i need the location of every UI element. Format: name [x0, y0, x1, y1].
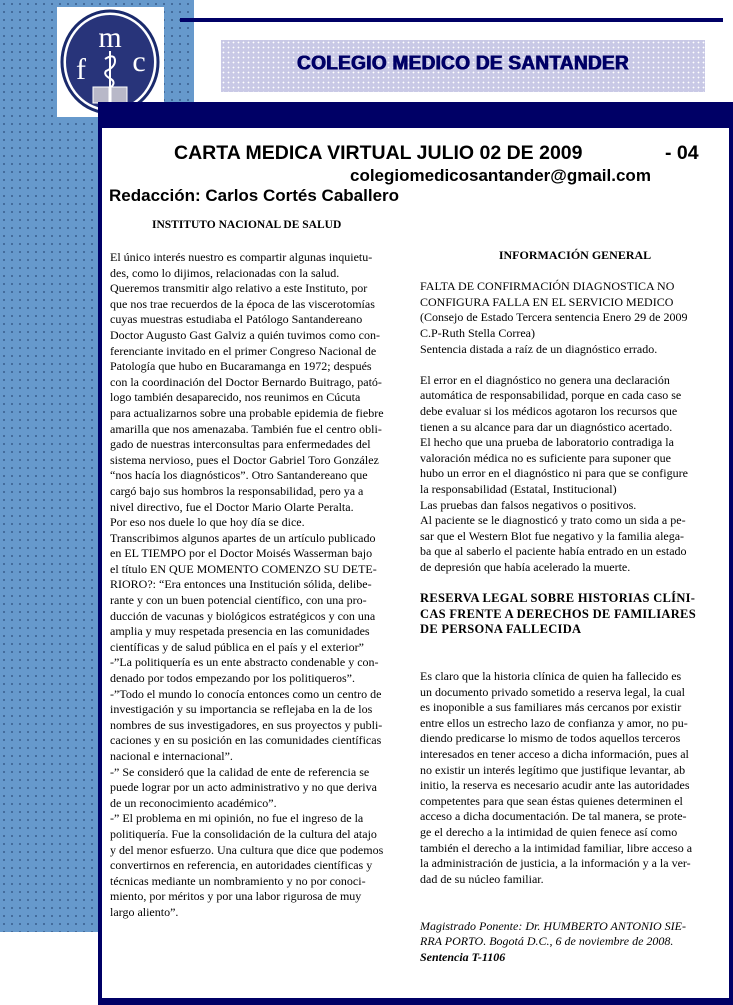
editor-credit: Redacción: Carlos Cortés Caballero	[109, 186, 400, 205]
text-line: entre ellos un estrecho lazo de confianza y amor, no pu-	[420, 715, 688, 730]
text-line: acceso a dicha documentación. De tal manera, se prote-	[420, 809, 687, 824]
text-line: de depresión que había acelerado la muerte.	[420, 559, 631, 574]
left-article-body	[110, 250, 415, 921]
issue-title: CARTA MEDICA VIRTUAL JULIO 02 DE 2009	[174, 142, 583, 164]
newsletter-content	[102, 128, 729, 998]
text-line: cuyas muestras estudiaba el Patólogo Santandereano	[110, 312, 363, 327]
text-line: Sentencia distada a raíz de un diagnóstico errado.	[420, 341, 658, 356]
text-line: puede lograr por un acto administrativo y no que deriva	[110, 780, 377, 795]
logo	[57, 7, 164, 117]
right-article	[420, 248, 730, 965]
logo-letter-c: c	[132, 45, 146, 78]
text-line: tienen a su alcance para dar un diagnóstico acertado.	[420, 419, 673, 434]
text-line: ge el derecho a la intimidad de quien fenece así como	[420, 824, 678, 839]
text-line: también el derecho a la intimidad familiar, libre acceso a	[420, 840, 693, 855]
fmc-logo-icon	[59, 9, 162, 115]
text-line: (Consejo de Estado Tercera sentencia Enero 29 de 2009	[420, 310, 688, 325]
text-line: El hecho que una prueba de laboratorio contradiga la	[420, 435, 674, 450]
text-line: automática de responsabilidad, porque en cada caso se	[420, 388, 682, 403]
text-line: Las pruebas dan falsos negativos o positivos.	[420, 497, 637, 512]
ruling-explanation	[420, 373, 730, 576]
text-line: -”La politiquería es un ente abstracto condenable y con-	[110, 655, 379, 670]
citation-line: RRA PORTO. Bogotá D.C., 6 de noviembre de 2008.	[420, 934, 674, 949]
text-line: nivel directivo, fue el Doctor Mario Olarte Peralta.	[110, 499, 354, 514]
text-line: Es claro que la historia clínica de quien ha fallecido es	[420, 669, 682, 684]
heading-line: DE PERSONA FALLECIDA	[420, 622, 582, 637]
text-line: initio, la reserva es necesario acudir ante las autoridades	[420, 778, 690, 793]
text-line: nombres de sus investigadores, en sus proyectos y publi-	[110, 717, 383, 732]
top-divider-line	[180, 18, 723, 22]
heading-line: RESERVA LEGAL SOBRE HISTORIAS CLÍNI-	[420, 591, 696, 606]
text-line: des, como lo dijimos, relacionadas con la salud.	[110, 265, 340, 280]
text-line: dad de su núcleo familiar.	[420, 871, 544, 886]
text-line: hubo un error en el diagnóstico ni para que se configure	[420, 466, 688, 481]
text-line: un documento privado sometido a reserva legal, la cual	[420, 684, 685, 699]
citation-line: Magistrado Ponente: Dr. HUMBERTO ANTONIO SIE-	[420, 918, 686, 933]
text-line: Patología que hubo en Bucaramanga en 1972; después	[110, 359, 372, 374]
text-line: con la coordinación del Doctor Bernardo Buitrago, pató-	[110, 374, 382, 389]
text-line: Transcribimos algunos apartes de un artículo publicado	[110, 530, 376, 545]
section-title: INFORMACIÓN GENERAL	[498, 248, 652, 262]
reserva-legal-heading	[420, 591, 730, 638]
text-line: caciones y en su posición en las comunidades científicas	[110, 733, 382, 748]
text-line: competentes para que sean éstas quienes determinen el	[420, 793, 683, 808]
text-line: “nos hacía los diagnósticos”. Otro Santandereano que	[110, 468, 368, 483]
text-line: Al paciente se le diagnosticó y trato como un sida a pe-	[420, 513, 686, 528]
text-line: que nos trae recuerdos de la época de las viscerotomías	[110, 296, 375, 311]
text-line: no existir un interés legítimo que justifique levantar, ab	[420, 762, 686, 777]
text-line: El error en el diagnóstico no genera una declaración	[420, 372, 670, 387]
text-line: miento, por méritos y por una labor rigurosa de muy	[110, 889, 362, 904]
text-line: técnicas mediante un nombramiento y no por conoci-	[110, 873, 366, 888]
text-line: politiquería. Fue la consolidación de la cultura del atajo	[110, 826, 377, 841]
text-line: el título EN QUE MOMENTO COMENZO SU DETE-	[110, 561, 377, 576]
text-line: de un reconocimiento académico”.	[110, 795, 277, 810]
logo-letter-m: m	[98, 21, 122, 54]
text-line: Doctor Augusto Gast Galviz a quién tuvimos como con-	[110, 327, 380, 342]
text-line: sar que el Western Blot fue negativo y la familia alega-	[420, 528, 685, 543]
text-line: RIORO?: “Era entonces una Institución sólida, delibe-	[110, 577, 372, 592]
organization-banner	[221, 40, 705, 92]
contact-email[interactable]: colegiomedicosantander@gmail.com	[350, 166, 651, 185]
text-line: para actualizarnos sobre una probable epidemia de fiebre	[110, 405, 384, 420]
text-line: largo aliento”.	[110, 904, 179, 919]
text-line: -”Todo el mundo lo conocía entonces como un centro de	[110, 686, 382, 701]
text-line: -” Se consideró que la calidad de ente de referencia se	[110, 764, 370, 779]
text-line: científicas y de salud pública en el país y el exterior”	[110, 639, 364, 654]
organization-name: COLEGIO MEDICO DE SANTANDER	[297, 52, 629, 75]
text-line: CONFIGURA FALLA EN EL SERVICIO MEDICO	[420, 294, 674, 309]
text-line: debe evaluar si los médicos agotaron los recursos que	[420, 403, 678, 418]
text-line: investigación y su importancia se reflejaba en la de los	[110, 702, 373, 717]
logo-letter-f: f	[76, 53, 86, 86]
text-line: -” El problema en mi opinión, no fue el ingreso de la	[110, 811, 364, 826]
left-article-heading: INSTITUTO NACIONAL DE SALUD	[152, 219, 342, 231]
text-line: convertirnos en referencia, en autoridades científicas y	[110, 858, 373, 873]
heading-line: CAS FRENTE A DERECHOS DE FAMILIARES	[420, 606, 696, 621]
text-line: C.P-Ruth Stella Correa)	[420, 325, 535, 340]
text-line: nacional e internacional”.	[110, 749, 233, 763]
text-line: ducción de vacunas y biológicos estratégicos y con una	[110, 608, 376, 623]
text-line: ferenciante invitado en el primer Congreso Nacional de	[110, 343, 377, 358]
text-line: diendo predicarse lo mismo de todos aquellos terceros	[420, 731, 681, 746]
text-line: amplia y muy respetada presencia en las comunidades	[110, 624, 370, 639]
text-line: logo también desaparecido, nos reunimos en Cúcuta	[110, 390, 361, 405]
reserva-legal-body	[420, 669, 730, 887]
text-line: rante y con un buen potencial científico, con una pro-	[110, 593, 367, 608]
text-line: en EL TIEMPO por el Doctor Moisés Wasserman bajo	[110, 546, 373, 561]
text-line: gado de nuestras interconsultas para enfermedades del	[110, 437, 371, 452]
text-line: amarilla que nos amenazaba. También fue el centro obli-	[110, 421, 382, 436]
sentence-reference: Sentencia T-1106	[420, 949, 506, 964]
issue-number: - 04	[665, 142, 699, 164]
text-line: interesados en tener acceso a dicha información, pues al	[420, 747, 689, 761]
text-line: la responsabilidad (Estatal, Institucional)	[420, 481, 617, 496]
text-line: la administración de justicia, a la información y a la ver-	[420, 856, 691, 871]
text-line: Por eso nos duele lo que hoy día se dice.	[110, 515, 305, 530]
text-line: sistema nervioso, pues el Doctor Gabriel Toro González	[110, 452, 379, 467]
text-line: denado por todos empezando por los politiqueros”.	[110, 671, 355, 686]
newsletter-frame	[98, 102, 733, 1005]
citation	[420, 919, 730, 950]
text-line: valoración médica no es suficiente para suponer que	[420, 450, 671, 465]
text-line: FALTA DE CONFIRMACIÓN DIAGNOSTICA NO	[420, 279, 675, 294]
ruling-summary	[420, 279, 730, 357]
text-line: El único interés nuestro es compartir algunas inquietu-	[110, 250, 373, 264]
text-line: cargó bajo sus hombros la responsabilidad, pero ya a	[110, 483, 364, 498]
text-line: es inoponible a sus familiares más cercanos por existir	[420, 700, 682, 715]
text-line: y del menor esfuerzo. Una cultura que dice que podemos	[110, 842, 384, 857]
text-line: ba que al saberlo el paciente había entrado en un estado	[420, 544, 687, 559]
text-line: Queremos transmitir algo relativo a este Instituto, por	[110, 281, 368, 296]
